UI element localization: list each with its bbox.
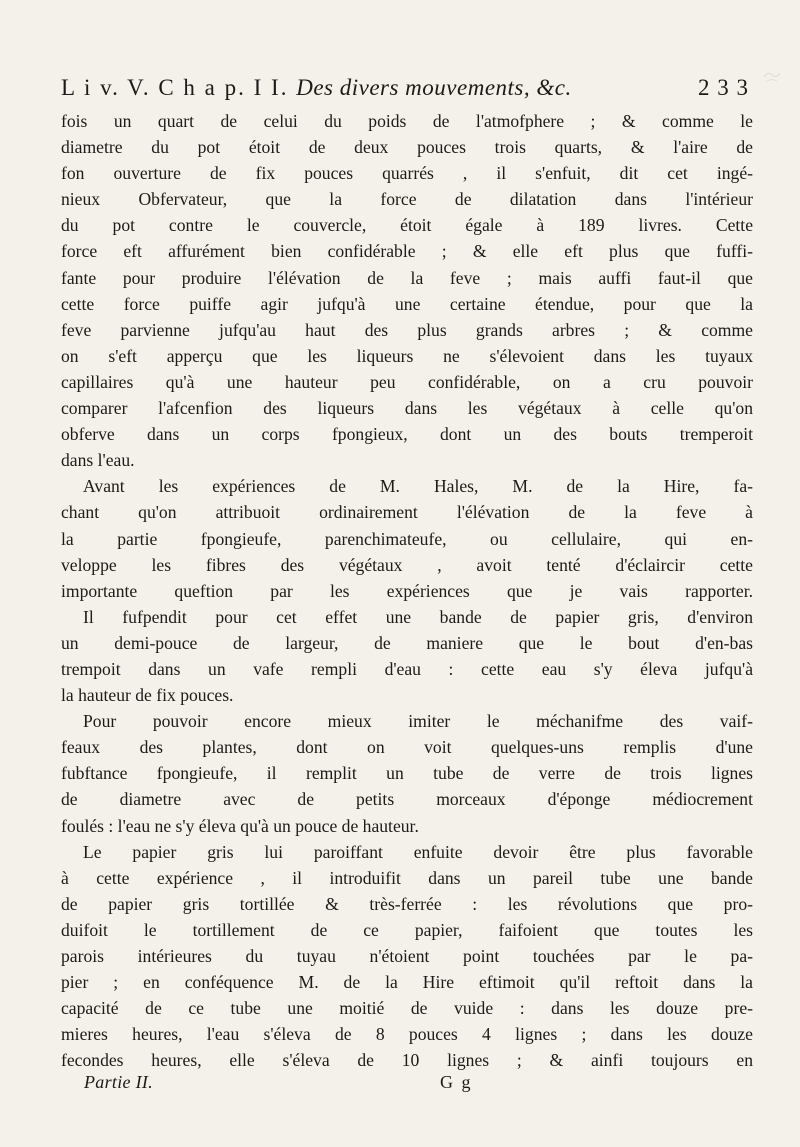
text-line: capacité de ce tube une moitié de vuide : dans les douze pre- <box>61 998 753 1019</box>
text-line: importante queftion par les expériences que je vais rapporter. <box>61 580 753 601</box>
signature-mark: G g <box>440 1072 473 1092</box>
text-line: fubftance fpongieufe, il remplit un tube de verre de trois lignes <box>61 763 753 784</box>
text-line: feaux des plantes, dont on voit quelques-uns remplis d'une <box>61 737 753 758</box>
page-number: 2 3 3 <box>698 75 749 100</box>
body-text <box>61 108 753 1073</box>
text-line: pier ; en conféquence M. de la Hire eftimoit qu'il reftoit dans la <box>61 972 753 993</box>
text-line: capillaires qu'à une hauteur peu confidérable, on a cru pouvoir <box>61 371 753 392</box>
text-line: veloppe les fibres des végétaux , avoit tenté d'éclaircir cette <box>61 554 753 575</box>
running-head-chapter: L i v. V. C h a p. I I. <box>61 75 289 100</box>
running-head <box>61 75 753 101</box>
text-line: fon ouverture de fix pouces quarrés , il s'enfuit, dit cet ingé- <box>61 163 753 184</box>
paper-speck-icon <box>762 68 782 86</box>
text-line: nieux Obfervateur, que la force de dilatation dans l'intérieur <box>61 189 753 210</box>
text-line: de diametre avec de petits morceaux d'éponge médiocrement <box>61 789 753 810</box>
text-line: duifoit le tortillement de ce papier, faifoient que toutes les <box>61 919 753 940</box>
text-line: feve parvienne jufqu'au haut des plus grands arbres ; & comme <box>61 319 753 340</box>
text-line: Le papier gris lui paroiffant enfuite devoir être plus favorable <box>83 841 753 862</box>
footer-row <box>84 1072 664 1096</box>
text-line: comparer l'afcenfion des liqueurs dans les végétaux à celle qu'on <box>61 398 753 419</box>
text-line: Avant les expériences de M. Hales, M. de la Hire, fa- <box>83 476 753 497</box>
text-line: fante pour produire l'élévation de la feve ; mais auffi faut-il que <box>61 267 753 288</box>
text-line: Pour pouvoir encore mieux imiter le méchanifme des vaif- <box>83 711 753 732</box>
text-line: trempoit dans un vafe rempli d'eau : cette eau s'y éleva jufqu'à <box>61 658 753 679</box>
text-line: la hauteur de fix pouces. <box>61 685 234 706</box>
text-line: cette force puiffe agir jufqu'à une certaine étendue, pour que la <box>61 293 753 314</box>
text-line: dans l'eau. <box>61 450 135 471</box>
text-line: fecondes heures, elle s'éleva de 10 lignes ; & ainfi toujours en <box>61 1050 753 1071</box>
text-line: parois intérieures du tuyau n'étoient point touchées par le pa- <box>61 946 753 966</box>
running-head-title: Des divers mouvements, &c. <box>296 75 572 100</box>
part-indicator: Partie II. <box>84 1072 153 1092</box>
text-line: force eft affurément bien confidérable ; & elle eft plus que fuffi- <box>61 241 753 262</box>
text-line: mieres heures, l'eau s'éleva de 8 pouces 4 lignes ; dans les douze <box>61 1024 753 1045</box>
text-line: foulés : l'eau ne s'y éleva qu'à un pouce de hauteur. <box>61 815 419 836</box>
text-line: on s'eft apperçu que les liqueurs ne s'élevoient dans les tuyaux <box>61 345 753 366</box>
text-line: chant qu'on attribuoit ordinairement l'élévation de la feve à <box>61 502 753 523</box>
text-line: Il fufpendit pour cet effet une bande de papier gris, d'environ <box>83 606 753 627</box>
text-line: du pot contre le couvercle, étoit égale à 189 livres. Cette <box>61 215 753 236</box>
text-line: diametre du pot étoit de deux pouces trois quarts, & l'aire de <box>61 137 753 158</box>
text-line: la partie fpongieufe, parenchimateufe, ou cellulaire, qui en- <box>61 528 753 549</box>
text-line: à cette expérience , il introduifit dans un pareil tube une bande <box>61 867 753 888</box>
text-line: un demi-pouce de largeur, de maniere que le bout d'en-bas <box>61 632 753 653</box>
text-line: de papier gris tortillée & très-ferrée : les révolutions que pro- <box>61 893 753 914</box>
text-line: obferve dans un corps fpongieux, dont un des bouts tremperoit <box>61 424 753 445</box>
text-line: fois un quart de celui du poids de l'atmofphere ; & comme le <box>61 111 753 131</box>
